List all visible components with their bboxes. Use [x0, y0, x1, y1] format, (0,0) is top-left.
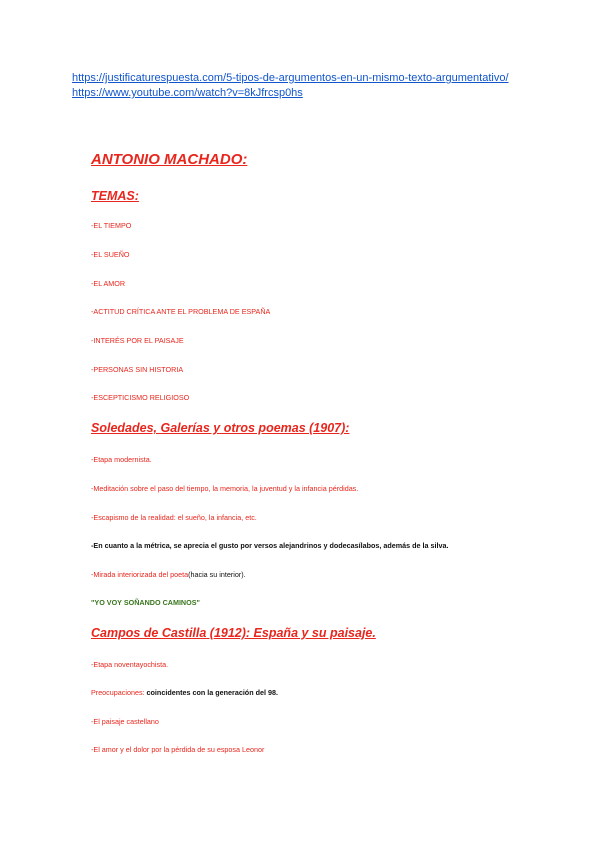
- soledades-item: -Etapa modernista.: [91, 455, 152, 464]
- soledades-metrica: -En cuanto a la métrica, se aprecia el gusto por versos alejandrinos y dodecasílabos, además de la silva.: [91, 541, 449, 550]
- tema-item: -EL AMOR: [91, 279, 126, 288]
- tema-item: -PERSONAS SIN HISTORIA: [91, 365, 184, 374]
- soledades-item: -Escapismo de la realidad: el sueño, la infancia, etc.: [91, 513, 257, 522]
- link-youtube[interactable]: https://www.youtube.com/watch?v=8kJfrcsp0hs: [72, 87, 303, 99]
- soledades-item: -Meditación sobre el paso del tiempo, la memoria, la juventud y la infancia pérdidas.: [91, 484, 359, 493]
- page-title: ANTONIO MACHADO:: [91, 151, 248, 168]
- soledades-item-red-text: -Mirada interiorizada del poeta: [91, 570, 189, 579]
- tema-item: -INTERÉS POR EL PAISAJE: [91, 336, 184, 345]
- soledades-heading: Soledades, Galerías y otros poemas (1907):: [91, 421, 350, 435]
- campos-item-red-text: Preocupaciones:: [91, 688, 147, 697]
- campos-item-dark-text: coincidentes con la generación del 98.: [146, 688, 278, 697]
- soledades-item: [91, 570, 246, 579]
- campos-item: -El amor y el dolor por la pérdida de su esposa Leonor: [91, 745, 265, 754]
- campos-item: -El paisaje castellano: [91, 717, 159, 726]
- campos-item: -Etapa noventayochista.: [91, 660, 169, 669]
- poem-title: "YO VOY SOÑANDO CAMINOS": [91, 598, 200, 607]
- tema-item: -EL SUEÑO: [91, 250, 130, 259]
- tema-item: -EL TIEMPO: [91, 221, 132, 230]
- tema-item: -ESCEPTICISMO RELIGIOSO: [91, 393, 190, 402]
- temas-heading: TEMAS:: [91, 189, 139, 203]
- campos-heading: Campos de Castilla (1912): España y su paisaje.: [91, 626, 376, 640]
- tema-item: -ACTITUD CRÍTICA ANTE EL PROBLEMA DE ESPAÑA: [91, 307, 271, 316]
- campos-item: [91, 688, 278, 697]
- soledades-item-dark-text: (hacia su interior).: [188, 570, 246, 579]
- link-justificaturespuesta[interactable]: https://justificaturespuesta.com/5-tipos-de-argumentos-en-un-mismo-texto-argumentativo/: [72, 72, 509, 84]
